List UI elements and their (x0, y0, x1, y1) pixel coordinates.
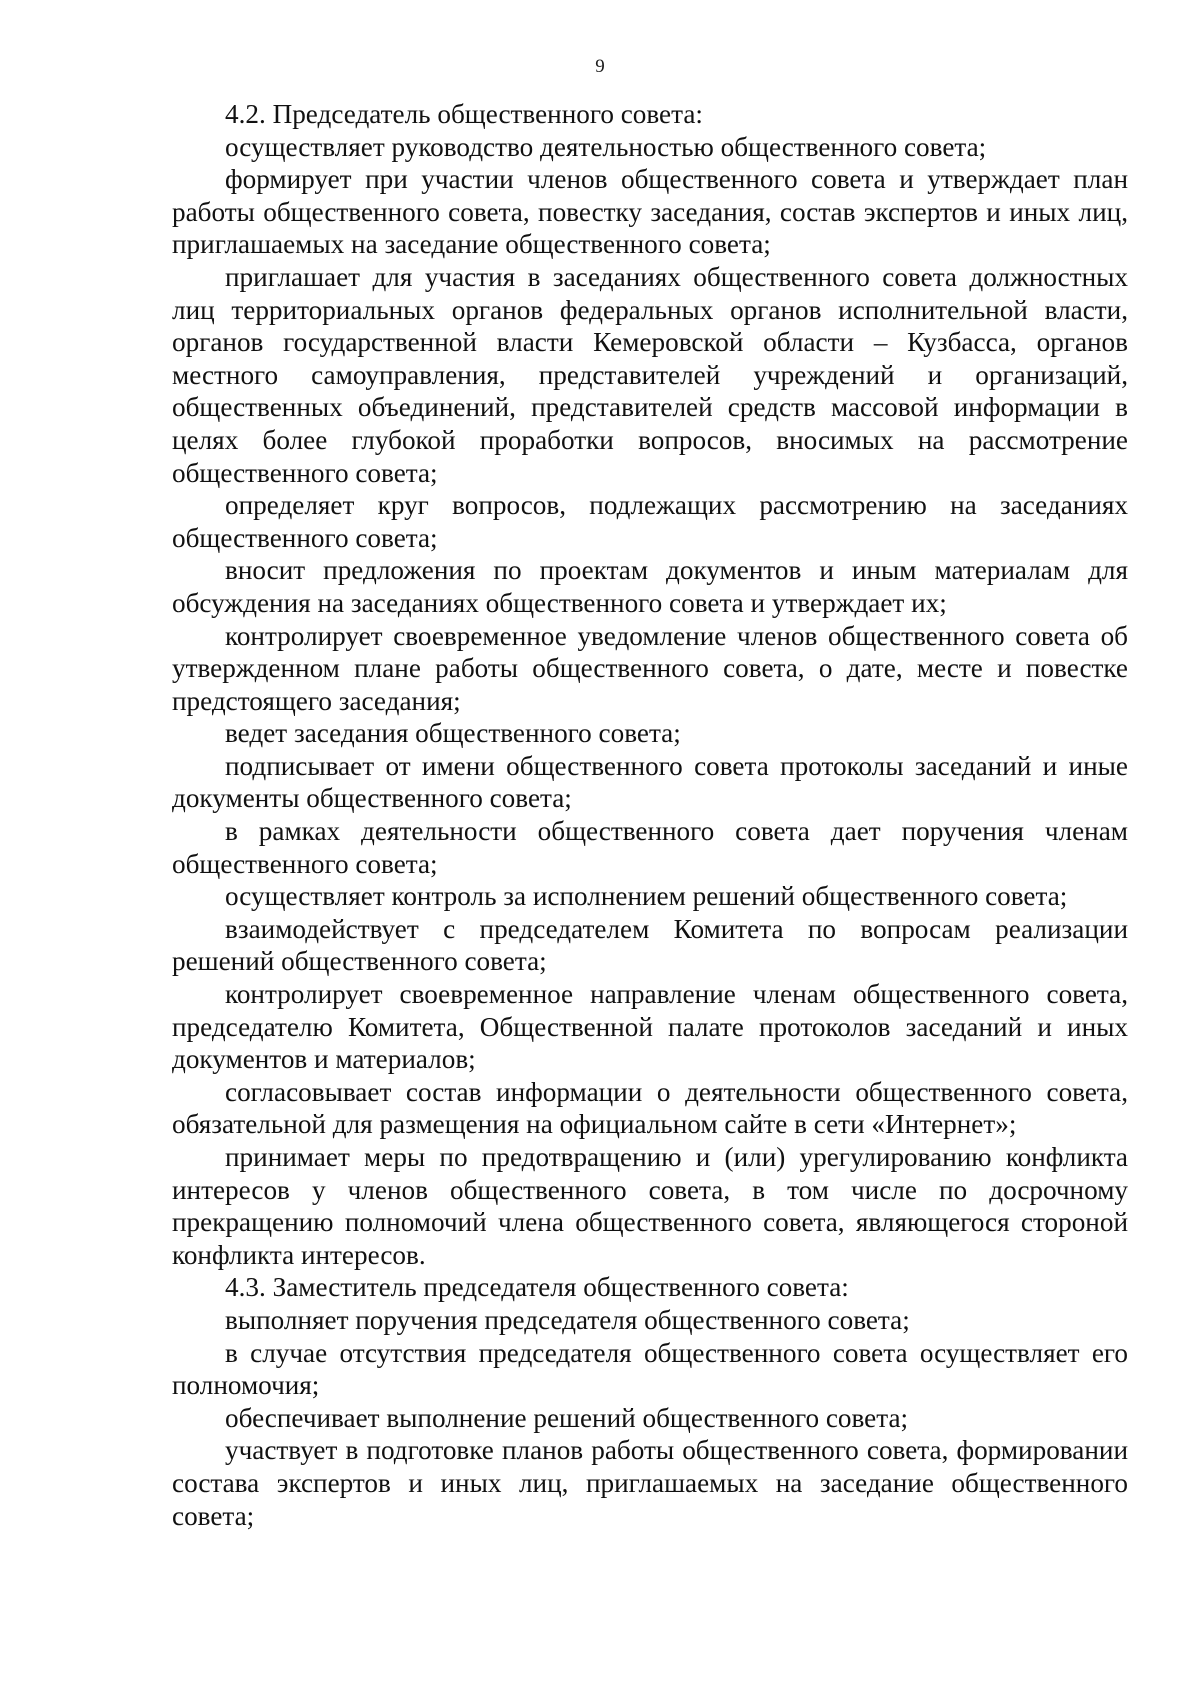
paragraph: вносит предложения по проектам документов и иным материалам для обсуждения на заседаниях общественного совета и утверждает их; (172, 555, 1128, 618)
paragraph: контролирует своевременное направление членам общественного совета, председателю Комитета, Общественной палате протоколов заседаний и иных документов и материалов; (172, 979, 1128, 1075)
paragraph: в рамках деятельности общественного совета дает поручения членам общественного совета; (172, 816, 1128, 879)
paragraph: участвует в подготовке планов работы общественного совета, формировании состава экспертов и иных лиц, приглашаемых на заседание общественного совета; (172, 1435, 1128, 1531)
paragraph: контролирует своевременное уведомление членов общественного совета об утвержденном плане работы общественного совета, о дате, месте и повестке предстоящего заседания; (172, 620, 1128, 716)
paragraph: взаимодействует с председателем Комитета по вопросам реализации решений общественного совета; (172, 913, 1128, 977)
paragraph: подписывает от имени общественного совета протоколы заседаний и иные документы общественного совета; (172, 750, 1128, 814)
section-heading-4-3: 4.3. Заместитель председателя общественного совета: (225, 1272, 849, 1303)
paragraph: обеспечивает выполнение решений общественного совета; (225, 1402, 909, 1433)
paragraph: согласовывает состав информации о деятельности общественного совета, обязательной для размещения на официальном сайте в сети «Интернет»; (172, 1076, 1128, 1140)
paragraph: приглашает для участия в заседаниях общественного совета должностных лиц территориальных органов федеральных органов исполнительной власти, органов государственной власти Кемеровской области – Кузбасса, органов местного самоуправления, представителей учреждений и организаций, общественных объединений, представителей средств массовой информации в целях более глубокой проработки вопросов, вносимых на рассмотрение общественного совета; (172, 261, 1128, 488)
paragraph: ведет заседания общественного совета; (225, 718, 681, 749)
paragraph: осуществляет руководство деятельностью общественного совета; (225, 131, 987, 162)
paragraph: формирует при участии членов общественного совета и утверждает план работы общественного совета, повестку заседания, состав экспертов и иных лиц, приглашаемых на заседание общественного совета; (172, 164, 1128, 260)
paragraph: определяет круг вопросов, подлежащих рассмотрению на заседаниях общественного совета; (172, 490, 1128, 553)
section-heading-4-2: 4.2. Председатель общественного совета: (225, 99, 703, 129)
paragraph: осуществляет контроль за исполнением решений общественного совета; (225, 881, 1068, 912)
document-body (172, 98, 1128, 1532)
page-number: 9 (595, 56, 605, 77)
paragraph: в случае отсутствия председателя общественного совета осуществляет его полномочия; (172, 1337, 1128, 1401)
paragraph: выполняет поручения председателя общественного совета; (225, 1304, 910, 1335)
paragraph: принимает меры по предотвращению и (или) урегулированию конфликта интересов у членов общественного совета, в том числе по досрочному прекращению полномочий члена общественного совета, являющегося стороной конфликта интересов. (172, 1142, 1128, 1270)
